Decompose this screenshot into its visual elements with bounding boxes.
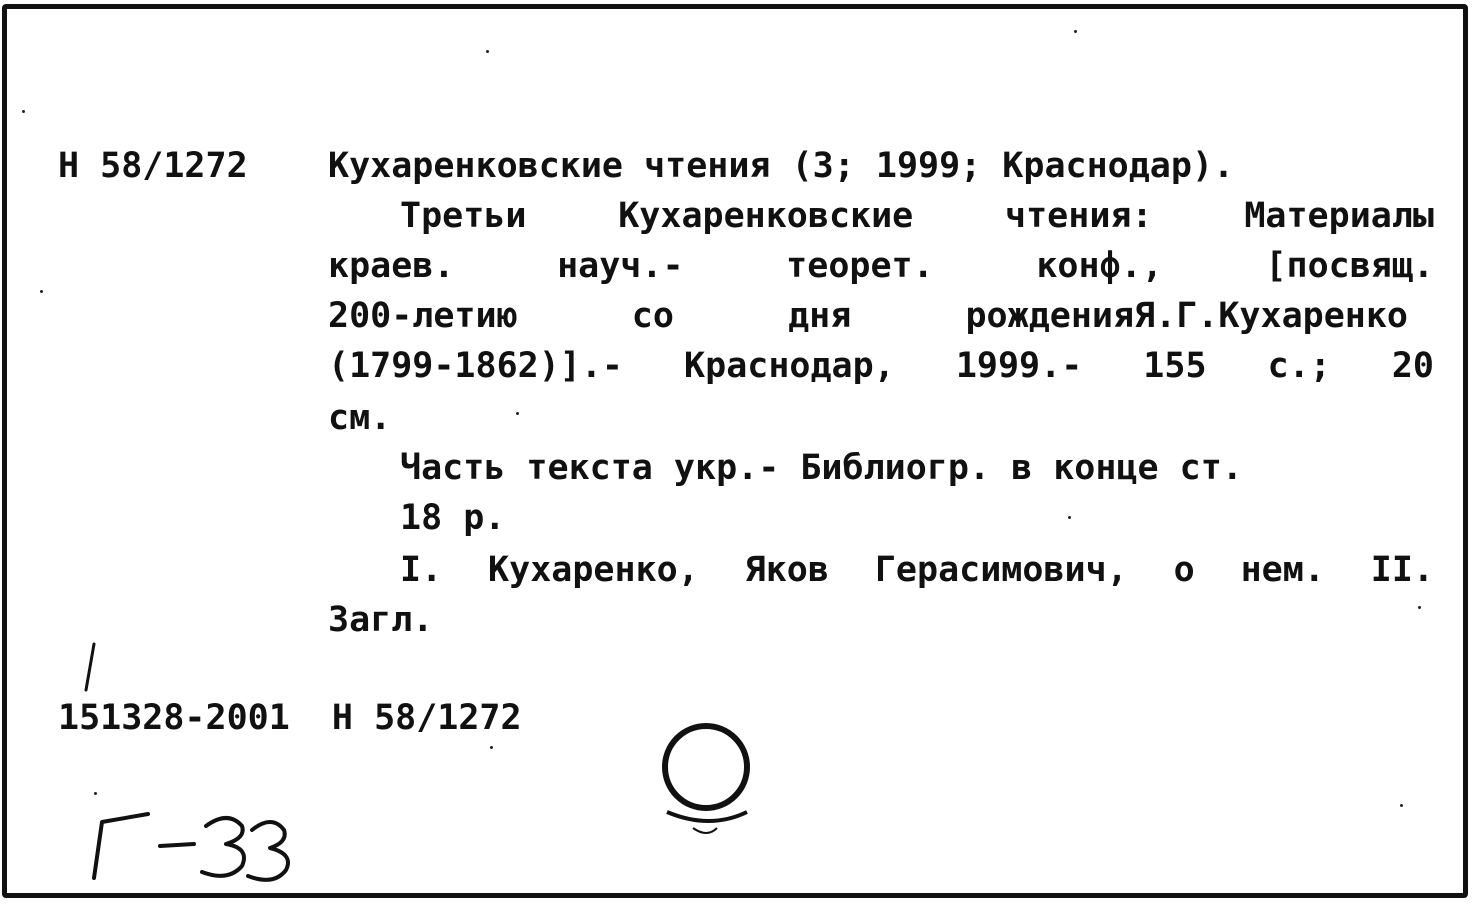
note-line: Часть текста укр.- Библиогр. в конце ст. (400, 448, 1243, 488)
pencil-tick-mark (80, 640, 100, 700)
scan-speck (22, 110, 25, 113)
scan-speck (94, 792, 97, 795)
scan-speck (1418, 606, 1421, 609)
scan-speck (490, 746, 493, 749)
title-line: краев. науч.- теорет. конф., [посвящ. (328, 246, 1434, 286)
scan-speck (1400, 804, 1403, 807)
title-line: (1799-1862)].- Краснодар, 1999.- 155 с.; 20 (328, 346, 1434, 386)
card-heading: Кухаренковские чтения (3; 1999; Краснодар). (328, 146, 1235, 186)
accession-number: 151328-2001 Н 58/1272 (58, 698, 522, 738)
scan-speck (1074, 30, 1077, 33)
title-line: 200-летию со дня рожденияЯ.Г.Кухаренко (328, 296, 1408, 336)
scan-speck (516, 412, 519, 415)
scan-speck (1068, 516, 1071, 519)
scan-speck (486, 50, 489, 53)
shelfmark: Н 58/1272 (58, 146, 248, 186)
title-line: см. (328, 398, 392, 438)
hole-punch-icon (655, 712, 765, 852)
scan-speck (40, 290, 43, 293)
title-line: Третьи Кухаренковские чтения: Материалы (400, 196, 1434, 236)
tracings-line: I. Кухаренко, Яков Герасимович, о нем. II. (400, 550, 1434, 590)
handwritten-call-mark (80, 800, 310, 890)
price-line: 18 р. (400, 498, 506, 538)
tracings-line: Загл. (328, 600, 434, 640)
